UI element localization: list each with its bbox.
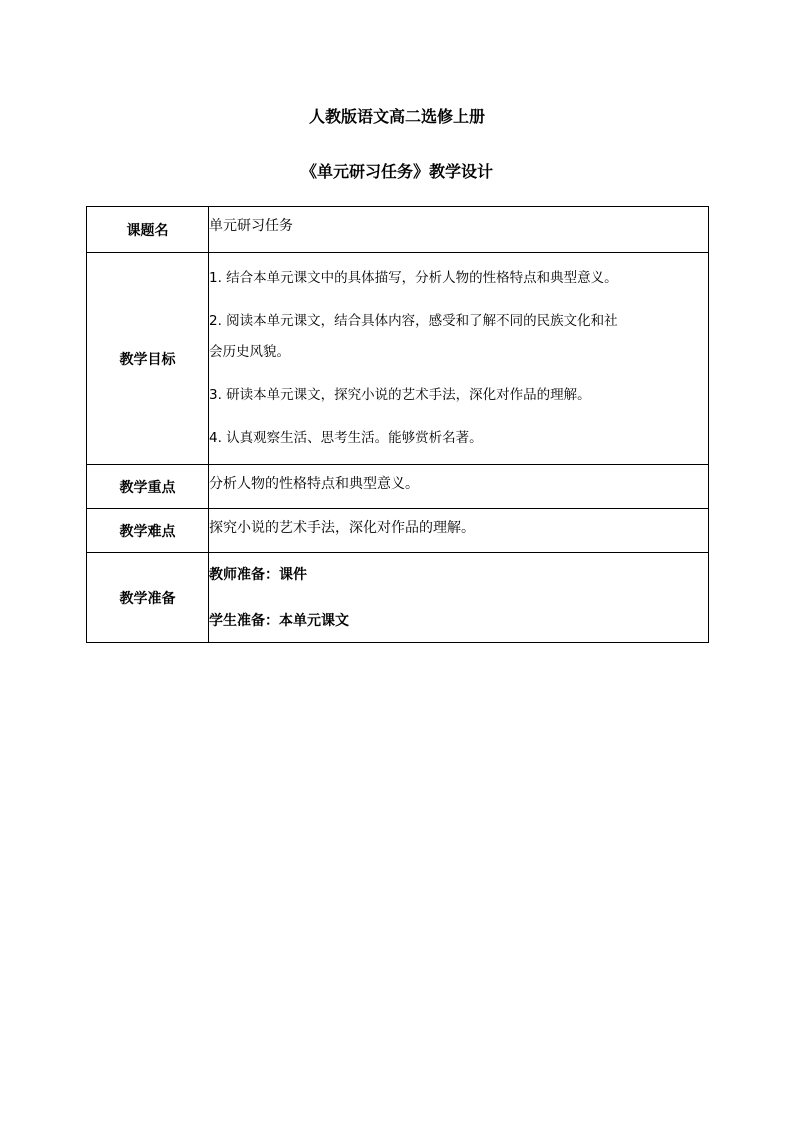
table-row-difficulties: [87, 509, 709, 553]
key-points-text: 分析人物的性格特点和典型意义。: [209, 475, 419, 492]
objectives-label: 教学目标: [87, 253, 209, 465]
document-subtitle: 《单元研习任务》教学设计: [300, 162, 493, 181]
objective-item-3: 3. 研读本单元课文，探究小说的艺术手法，深化对作品的理解。: [209, 387, 591, 403]
topic-value: [209, 207, 709, 253]
difficulties-text: 探究小说的艺术手法，深化对作品的理解。: [209, 519, 475, 536]
key-points-value: [209, 465, 709, 509]
table-row-key-points: [87, 465, 709, 509]
student-preparation: 学生准备：本单元课文: [209, 612, 349, 629]
topic-text: 单元研习任务: [209, 217, 293, 234]
topic-label: 课题名: [87, 207, 209, 253]
table-row-topic: [87, 207, 709, 253]
table-row-preparation: [87, 553, 709, 643]
objective-item-1: 1. 结合本单元课文中的具体描写，分析人物的性格特点和典型意义。: [209, 270, 618, 286]
objectives-value: [209, 253, 709, 465]
lesson-plan-table: [86, 206, 709, 643]
table-row-objectives: [87, 253, 709, 465]
objective-item-2-cont: 会历史风貌。: [209, 344, 290, 360]
preparation-value: [209, 553, 709, 643]
preparation-label: 教学准备: [87, 553, 209, 643]
objective-item-2: 2. 阅读本单元课文，结合具体内容，感受和了解不同的民族文化和社: [209, 313, 618, 329]
objective-item-4: 4. 认真观察生活、思考生活。能够赏析名著。: [209, 430, 483, 446]
key-points-label: 教学重点: [87, 465, 209, 509]
difficulties-value: [209, 509, 709, 553]
difficulties-label: 教学难点: [87, 509, 209, 553]
teacher-preparation: 教师准备：课件: [209, 566, 307, 583]
document-title: 人教版语文高二选修上册: [308, 107, 485, 126]
